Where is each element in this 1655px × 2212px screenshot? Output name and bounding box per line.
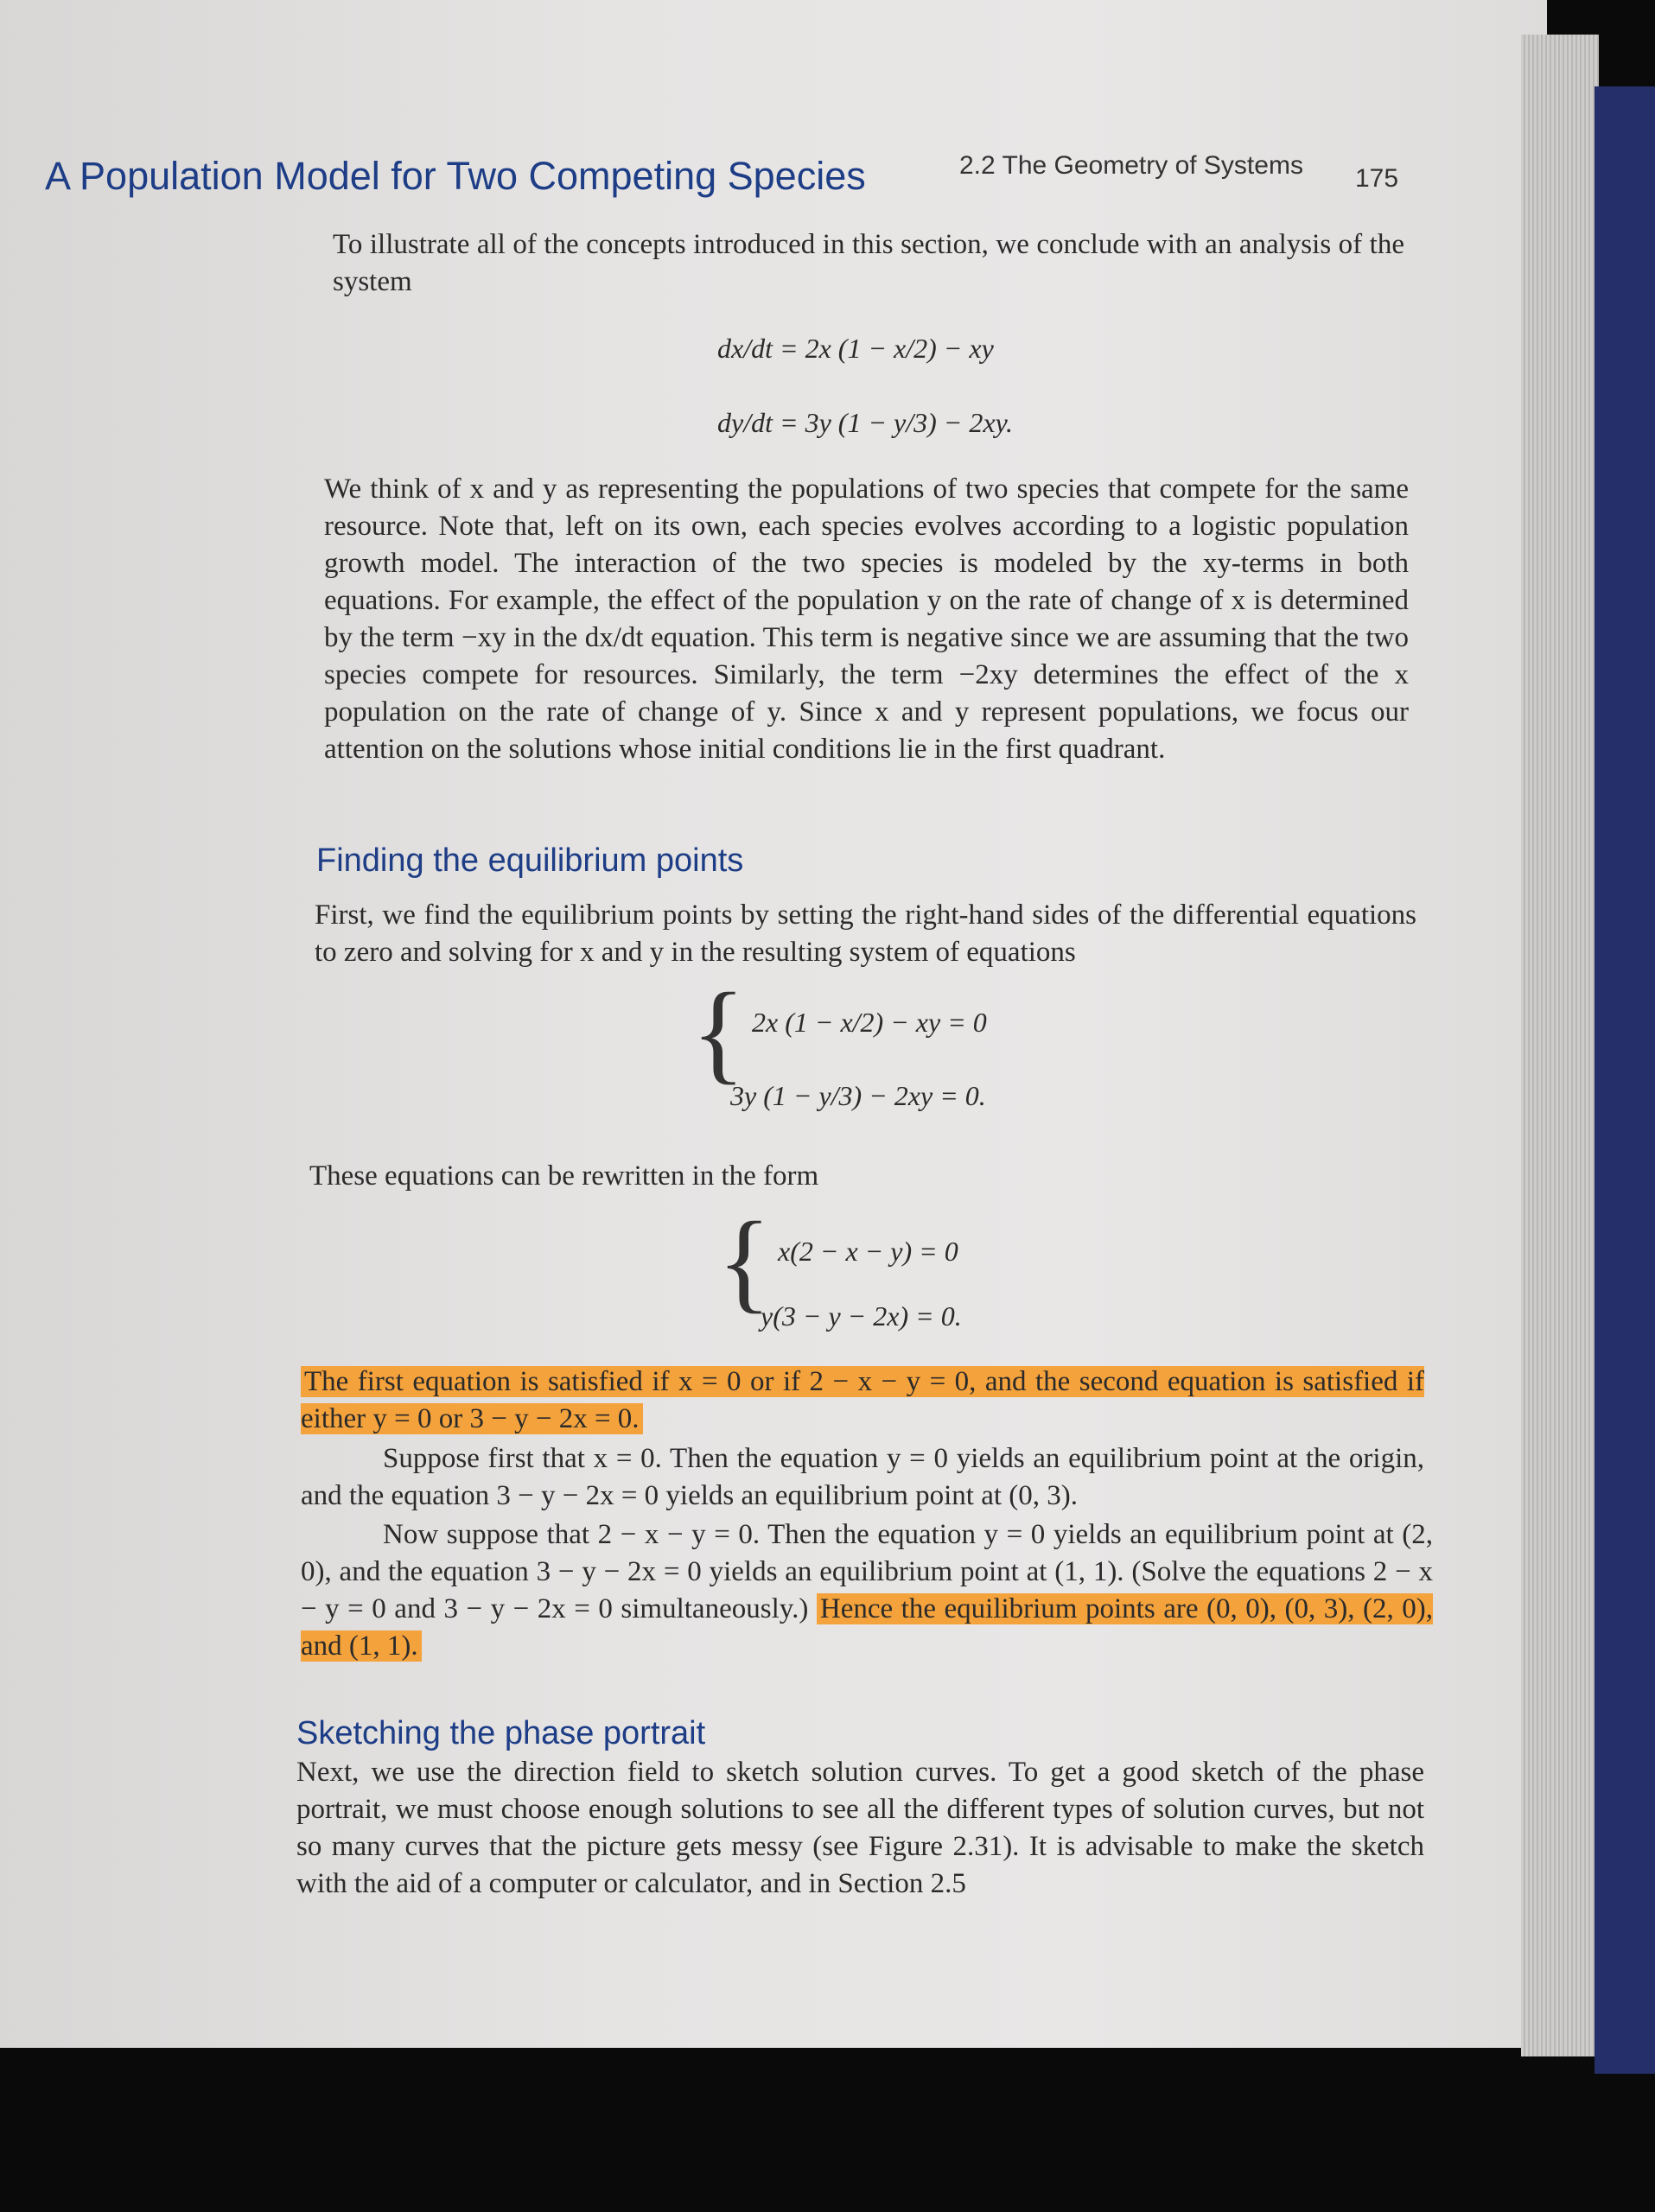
- paragraph-phase-portrait: Next, we use the direction field to sketch solution curves. To get a good sketch of the phase portrait, we must choose enough solutions to see all the different types of solution curves, but not so many curves that the picture gets messy (see Figure 2.31). It is advisable to make the sketch with the aid of a computer or calculator, and in Section 2.5: [296, 1757, 1424, 1899]
- page-edges: [1521, 35, 1599, 2056]
- section-title: A Population Model for Two Competing Species: [45, 154, 866, 198]
- equation-a: 2x (1 − x/2) − xy = 0: [752, 1007, 987, 1038]
- paragraph-case-x0: Suppose first that x = 0. Then the equation y = 0 yields an equilibrium point at the origin, and the equation 3 − y − 2x = 0 yields an equilibrium point at (0, 3).: [301, 1443, 1424, 1511]
- equation-d: y(3 − y − 2x) = 0.: [761, 1300, 962, 1332]
- paragraph-interpretation: We think of x and y as representing the populations of two species that compete for the same resource. Note that, left on its own, each species evolves according to a logistic population growth model. The interaction of the two species is modeled by the xy-terms in both equations. For example, the effect of the population y on the rate of change of x is determined by the term −xy in the dx/dt equation. This term is negative since we are assuming that the two species compete for resources. Similarly, the term −2xy determines the effect of the x population on the rate of change of y. Since x and y represent populations, we focus our attention on the solutions whose initial conditions lie in the first quadrant.: [324, 474, 1409, 765]
- paragraph-highlighted-conditions: [301, 1363, 1424, 1438]
- equation-dy: dy/dt = 3y (1 − y/3) − 2xy.: [717, 407, 1014, 438]
- highlight-equilibria: Hence the equilibrium points are (0, 0), (0, 3), (2, 0), and (1, 1).: [301, 1593, 1434, 1662]
- equation-b: 3y (1 − y/3) − 2xy = 0.: [730, 1080, 986, 1111]
- running-header: 2.2 The Geometry of Systems: [959, 151, 1303, 180]
- left-brace-icon: {: [717, 1199, 772, 1324]
- heading-equilibrium: Finding the equilibrium points: [316, 842, 744, 879]
- paragraph-case-line: [301, 1516, 1433, 1665]
- highlight-conditions: The first equation is satisfied if x = 0 or if 2 − x − y = 0, and the second equation is satisfied if either y = 0 or 3 − y − 2x = 0.: [301, 1366, 1424, 1434]
- page-number: 175: [1355, 164, 1399, 193]
- intro-paragraph: To illustrate all of the concepts introduced in this section, we conclude with an analysis of the system: [333, 229, 1404, 297]
- book-cover: [1595, 86, 1655, 2074]
- equation-c: x(2 − x − y) = 0: [778, 1236, 958, 1267]
- paragraph-rewritten: These equations can be rewritten in the form: [309, 1160, 819, 1192]
- paragraph-equilibrium: First, we find the equilibrium points by setting the right-hand sides of the differential equations to zero and solving for x and y in the resulting system of equations: [315, 899, 1416, 968]
- case-line-text: Now suppose that 2 − x − y = 0. Then the equation y = 0 yields an equilibrium point at (2, 0), and the equation 3 − y − 2x = 0 yields an equilibrium point at (1, 1). (Solve the equations 2 − x − y = 0 and 3 − y − 2x = 0 simultaneously.): [301, 1519, 1433, 1624]
- heading-phase-portrait: Sketching the phase portrait: [296, 1715, 706, 1751]
- equation-dx: dx/dt = 2x (1 − x/2) − xy: [717, 333, 994, 364]
- system-equations-1: [717, 328, 1013, 442]
- left-brace-icon: {: [691, 970, 746, 1095]
